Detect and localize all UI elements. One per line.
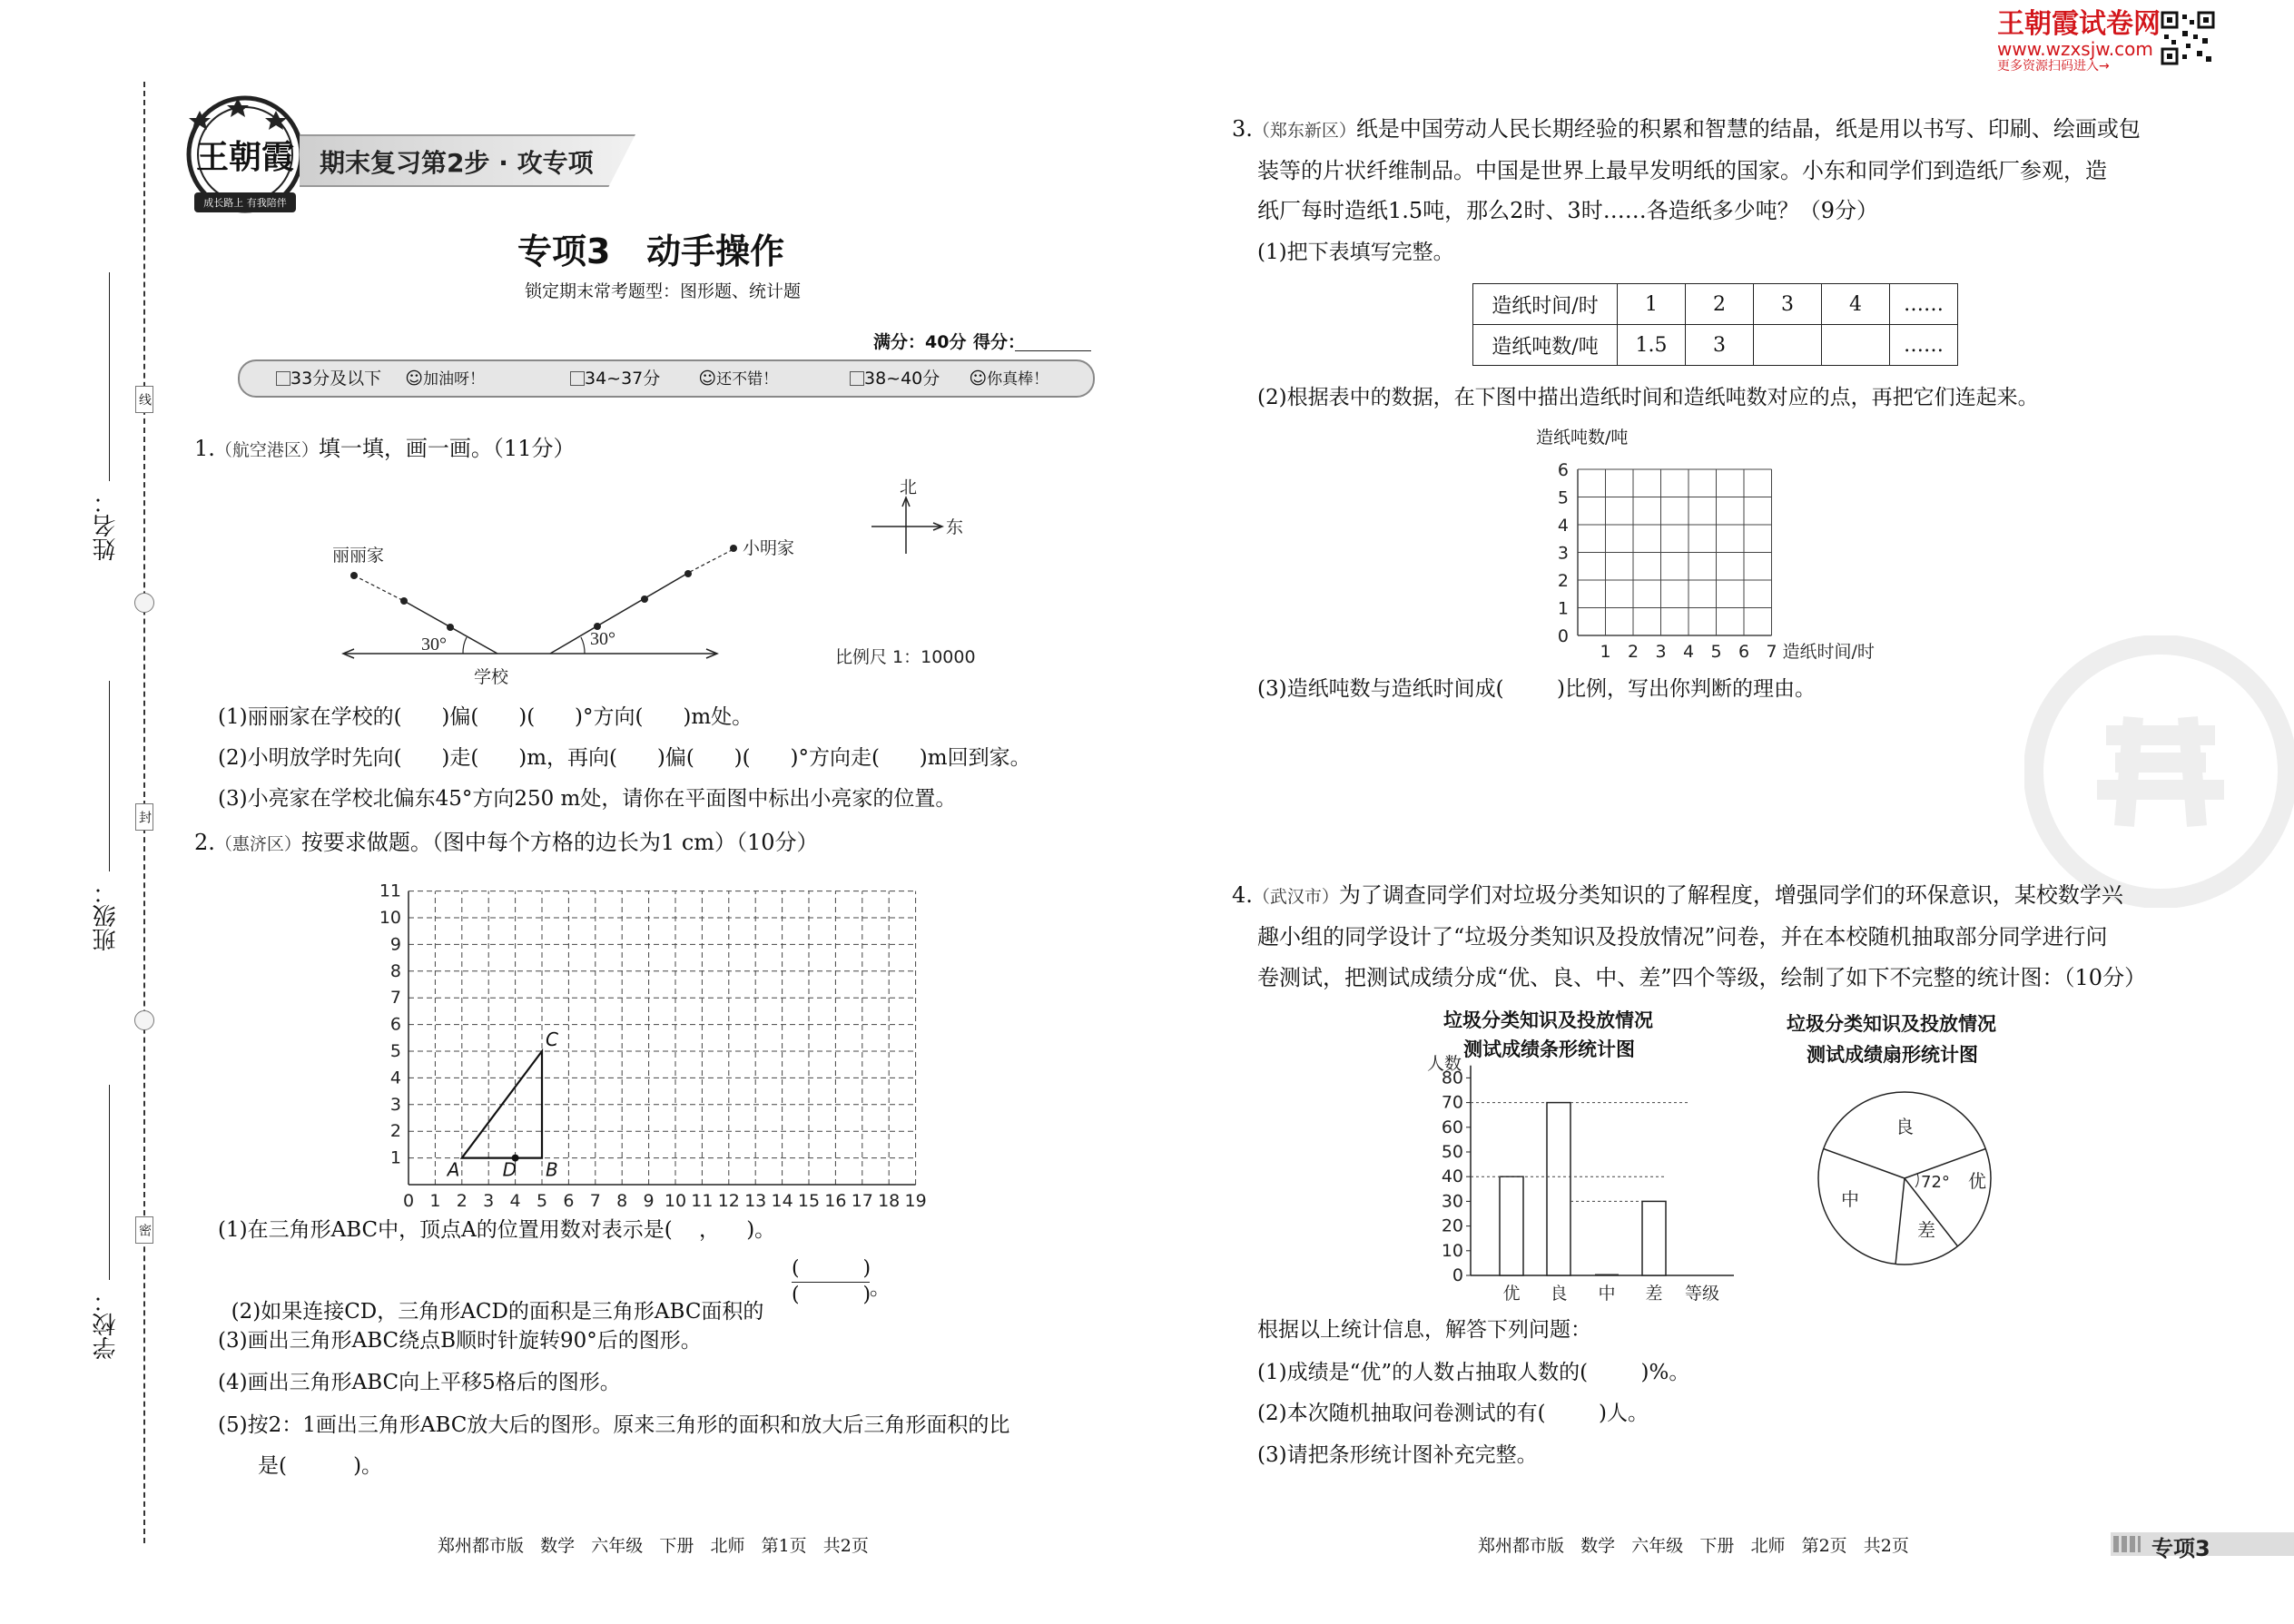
- grade-option-1[interactable]: [276, 365, 485, 389]
- y-tick-label: 9: [389, 934, 401, 955]
- q2-num: 2.: [194, 830, 215, 855]
- table-cell: 1: [1618, 284, 1686, 325]
- pie-slice-label: 优: [1968, 1170, 1986, 1192]
- point-label: A: [447, 1158, 460, 1181]
- q4-intro: 根据以上统计信息，解答下列问题：: [1257, 1318, 1591, 1342]
- x-tick-label: 优: [1502, 1284, 1521, 1304]
- bar-chart: [1416, 1053, 1743, 1307]
- q2-source: （惠济区）: [214, 834, 301, 854]
- q1-sub2: (2)小明放学时先向( )走( )m，再向( )偏( )( )°方向走( )m回到家。: [218, 746, 1031, 770]
- q3-line3: 纸厂每时造纸1.5吨，那么2时、3时……各造纸多少吨？（9分）: [1257, 198, 1878, 223]
- x-tick-label: 7: [589, 1191, 601, 1211]
- y-tick-label: 4: [1557, 516, 1569, 536]
- x-tick-label: 10: [664, 1191, 687, 1211]
- x-tick-label: 9: [643, 1191, 655, 1211]
- x-tick-label: 7: [1766, 642, 1777, 662]
- q3-line1: 纸是中国劳动人民长期经验的积累和智慧的结晶，纸是用以书写、印刷、绘画或包: [1355, 116, 2141, 142]
- y-tick-label: 11: [379, 881, 401, 901]
- q2-sub5-cont: 是( )。: [258, 1454, 383, 1478]
- y-tick-label: 60: [1441, 1117, 1463, 1137]
- point-label: B: [546, 1158, 558, 1181]
- pie-slice-label: 差: [1917, 1219, 1935, 1241]
- grade-comment-2: 还不错！: [716, 370, 779, 389]
- y-tick-label: 2: [1557, 571, 1569, 591]
- y-tick-label: 10: [1441, 1240, 1463, 1261]
- q4-sub3: (3)请把条形统计图补充完整。: [1257, 1443, 1538, 1467]
- y-tick-label: 6: [389, 1014, 401, 1035]
- y-tick-label: 6: [1557, 460, 1569, 480]
- x-tick-label: 中: [1598, 1284, 1616, 1304]
- table-head-time: 造纸时间/时: [1473, 284, 1618, 325]
- x-tick-label: 15: [797, 1191, 821, 1211]
- q4-sub1: (1)成绩是“优”的人数占抽取人数的( )%。: [1257, 1361, 1690, 1384]
- table-cell: 2: [1686, 284, 1754, 325]
- pie-chart-title-2: 测试成绩扇形统计图: [1807, 1044, 1978, 1066]
- bar: [1642, 1201, 1666, 1275]
- point-label: C: [546, 1029, 558, 1050]
- x-tick-label: 11: [691, 1191, 714, 1211]
- x-tick-label: 17: [851, 1191, 873, 1211]
- q1-source: （航空港区）: [214, 440, 319, 460]
- q2-fraction: [792, 1256, 870, 1308]
- pie-slice-label: 良: [1895, 1116, 1914, 1137]
- x-tick-label: 4: [509, 1191, 521, 1211]
- x-tick-label: 5: [1710, 642, 1722, 662]
- y-tick-label: 3: [1557, 543, 1569, 564]
- lili-home-label: 丽丽家: [332, 546, 385, 566]
- watermark-scan-hint: 更多资源扫码进入→: [1997, 59, 2110, 74]
- q4-sub2: (2)本次随机抽取问卷测试的有( )人。: [1257, 1402, 1649, 1425]
- class-field[interactable]: [109, 681, 110, 871]
- xiaoming-home-label: 小明家: [743, 538, 795, 558]
- q2-sub3: (3)画出三角形ABC绕点B顺时针旋转90°后的图形。: [218, 1329, 702, 1353]
- grade-range-2: 34~37分: [585, 369, 661, 389]
- point-label: D: [502, 1158, 517, 1181]
- q1-num: 1.: [194, 436, 215, 461]
- q2-grid: [363, 867, 944, 1212]
- grade-comment-1: 加油呀！: [423, 370, 486, 389]
- fraction-bottom: ( ): [792, 1284, 871, 1306]
- q3-grid: [1534, 454, 1915, 668]
- table-cell: 3: [1686, 325, 1754, 366]
- q1-sub3: (3)小亮家在学校北偏东45°方向250 m处，请你在平面图中标出小亮家的位置。: [218, 787, 957, 811]
- footer-tag: 专项3: [2151, 1536, 2210, 1561]
- x-tick-label: 8: [616, 1191, 628, 1211]
- bar: [1500, 1176, 1523, 1275]
- q2-fraction-end: 。: [870, 1276, 891, 1300]
- x-tick-label: 0: [402, 1191, 415, 1211]
- x-tick-label: 12: [717, 1191, 740, 1211]
- table-head-tons: 造纸吨数/吨: [1473, 325, 1618, 366]
- x-axis-label: 造纸时间/时: [1782, 642, 1875, 662]
- bar-chart-title-2: 测试成绩条形统计图: [1463, 1038, 1635, 1060]
- grade-comment-3: 你真棒！: [987, 370, 1049, 389]
- smiley-icon: ☺: [969, 369, 988, 389]
- footer-tag-dots: [2113, 1536, 2141, 1552]
- table-row: [1473, 284, 1958, 325]
- x-tick-label: 6: [563, 1191, 575, 1211]
- q3-line2: 装等的片状纤维制品。中国是世界上最早发明纸的国家。小东和同学们到造纸厂参观，造: [1257, 158, 2107, 183]
- y-tick-label: 2: [389, 1121, 401, 1142]
- x-tick-label: 1: [429, 1191, 441, 1211]
- checkbox-icon[interactable]: [276, 371, 290, 386]
- x-tick-label: 13: [744, 1191, 767, 1211]
- banner-text: 期末复习第2步 · 攻专项: [320, 148, 594, 178]
- q1-map: [327, 472, 1008, 690]
- footer-left: 郑州都市版 数学 六年级 下册 北师 第1页 共2页: [438, 1536, 869, 1556]
- q3-source: （郑东新区）: [1252, 121, 1356, 141]
- logo-ribbon: 成长路上 有我陪伴: [203, 197, 287, 209]
- seal-char-seal: 封: [135, 803, 153, 831]
- table-cell: 4: [1822, 284, 1890, 325]
- y-tick-label: 0: [1557, 626, 1569, 646]
- school-field[interactable]: [109, 1085, 110, 1280]
- watermark-url: www.wzxsjw.com: [1997, 38, 2153, 60]
- seal-watermark-icon: [2024, 635, 2294, 908]
- x-tick-label: 差: [1645, 1284, 1663, 1304]
- x-tick-label: 3: [483, 1191, 495, 1211]
- y-tick-label: 5: [389, 1041, 401, 1061]
- pie-slice-label: 中: [1841, 1188, 1859, 1210]
- angle-left-label: 30°: [421, 635, 447, 655]
- y-tick-label: 1: [389, 1147, 401, 1168]
- q2-sub2-text: (2)如果连接CD，三角形ACD的面积是三角形ABC面积的: [231, 1300, 764, 1324]
- q2-sub4: (4)画出三角形ABC向上平移5格后的图形。: [218, 1371, 621, 1394]
- angle-right-label: 30°: [590, 629, 615, 649]
- pie-chart-title-1: 垃圾分类知识及投放情况: [1787, 1013, 1996, 1035]
- y-tick-label: 3: [389, 1094, 401, 1115]
- checkbox-icon[interactable]: [850, 371, 864, 386]
- fraction-top: ( ): [792, 1257, 871, 1280]
- north-label: 北: [900, 477, 918, 497]
- table-cell: 3: [1754, 284, 1822, 325]
- score-full: 满分：40分: [873, 332, 967, 352]
- smiley-icon: ☺: [698, 369, 717, 389]
- school-label: 学校：: [93, 1289, 120, 1360]
- q2-stem: [194, 828, 819, 859]
- page-subtitle: 锁定期末常考题型：图形题、统计题: [525, 281, 802, 301]
- q2-sub1: (1)在三角形ABC中，顶点A的位置用数对表示是( ， )。: [218, 1218, 776, 1242]
- bar: [1547, 1103, 1570, 1275]
- name-field[interactable]: [109, 272, 110, 481]
- y-axis-label: 人数: [1427, 1053, 1462, 1074]
- q3-sub2: (2)根据表中的数据，在下图中描出造纸时间和造纸吨数对应的点，再把它们连起来。: [1257, 386, 2039, 409]
- table-input-cell[interactable]: [1822, 325, 1890, 366]
- x-tick-label: 良: [1550, 1284, 1568, 1304]
- x-tick-label: 2: [456, 1191, 468, 1211]
- q4-line3: 卷测试，把测试成绩分成“优、良、中、差”四个等级，绘制了如下不完整的统计图：（10分）: [1257, 965, 2147, 990]
- y-tick-label: 20: [1441, 1216, 1463, 1236]
- grade-option-2[interactable]: [570, 365, 778, 389]
- q1-stem: [194, 434, 575, 465]
- table-row: [1473, 325, 1958, 366]
- footer-right: 郑州都市版 数学 六年级 下册 北师 第2页 共2页: [1478, 1536, 1909, 1556]
- x-tick-label: 19: [904, 1191, 927, 1211]
- x-tick-label: 18: [878, 1191, 901, 1211]
- bar-chart-title-1: 垃圾分类知识及投放情况: [1443, 1009, 1653, 1031]
- table-cell: ……: [1890, 284, 1958, 325]
- grade-range-3: 38~40分: [864, 369, 940, 389]
- east-label: 东: [946, 517, 964, 537]
- q2-sub2: [218, 1271, 763, 1325]
- y-tick-label: 4: [389, 1068, 401, 1088]
- x-tick-label: 16: [824, 1191, 847, 1211]
- q2-text: 按要求做题。（图中每个方格的边长为1 cm）（10分）: [300, 830, 819, 855]
- x-tick-label: 6: [1738, 642, 1750, 662]
- q4-source: （武汉市）: [1252, 887, 1339, 907]
- score-get-label: 得分：: [973, 332, 1026, 352]
- seal-char-secret: 密: [135, 1216, 153, 1244]
- y-tick-label: 10: [379, 908, 401, 928]
- qr-code-icon: [2161, 11, 2215, 65]
- grade-option-3[interactable]: [850, 365, 1049, 389]
- seal-char-line: 线: [135, 386, 153, 413]
- q2-sub5: (5)按2：1画出三角形ABC放大后的图形。原来三角形的面积和放大后三角形面积的比: [218, 1413, 1010, 1437]
- q1-text: 填一填，画一画。（11分）: [318, 436, 576, 461]
- x-tick-label: 3: [1655, 642, 1667, 662]
- q3-num: 3.: [1232, 116, 1253, 142]
- y-tick-label: 70: [1441, 1092, 1463, 1113]
- table-input-cell[interactable]: [1754, 325, 1822, 366]
- x-tick-label: 1: [1600, 642, 1611, 662]
- checkbox-icon[interactable]: [570, 371, 585, 386]
- school-label: 学校: [474, 667, 509, 687]
- y-tick-label: 40: [1441, 1166, 1463, 1187]
- q3-table: [1472, 283, 1958, 366]
- x-tick-label: 5: [536, 1191, 548, 1211]
- smiley-icon: ☺: [405, 369, 424, 389]
- y-tick-label: 50: [1441, 1142, 1463, 1162]
- q4-line1: 为了调查同学们对垃圾分类知识的了解程度，增强同学们的环保意识，某校数学兴: [1338, 882, 2123, 908]
- q3-sub3: (3)造纸吨数与造纸时间成( )比例，写出你判断的理由。: [1257, 677, 1816, 701]
- y-tick-label: 5: [1557, 487, 1569, 508]
- y-tick-label: 30: [1441, 1191, 1463, 1212]
- table-cell: ……: [1890, 325, 1958, 366]
- binding-circle-2: [134, 1010, 154, 1030]
- q3-sub1: (1)把下表填写完整。: [1257, 241, 1454, 264]
- y-tick-label: 80: [1441, 1068, 1463, 1088]
- logo-text: 王朝霞: [195, 138, 294, 176]
- grade-range-1: 33分及以下: [290, 369, 382, 389]
- q4-line2: 趣小组的同学设计了“垃圾分类知识及投放情况”问卷，并在本校随机抽取部分同学进行问: [1257, 924, 2108, 950]
- page-title: 专项3 动手操作: [517, 231, 785, 271]
- watermark-brand: 王朝霞试卷网: [1997, 8, 2161, 40]
- name-label: 姓名：: [93, 490, 120, 561]
- y-tick-label: 0: [1452, 1265, 1463, 1285]
- score-field[interactable]: [1015, 350, 1091, 351]
- x-axis-label: 等级: [1685, 1284, 1720, 1304]
- q1-sub1: (1)丽丽家在学校的( )偏( )( )°方向( )m处。: [218, 705, 753, 729]
- y-tick-label: 7: [389, 988, 401, 1009]
- pie-chart: [1807, 1089, 2006, 1289]
- x-tick-label: 14: [771, 1191, 793, 1211]
- x-tick-label: 2: [1627, 642, 1639, 662]
- pie-angle-label: 72°: [1921, 1173, 1950, 1192]
- x-tick-label: 4: [1682, 642, 1695, 662]
- table-cell: 1.5: [1618, 325, 1686, 366]
- q3-chart-ylabel: 造纸吨数/吨: [1536, 428, 1629, 448]
- q4-num: 4.: [1232, 882, 1253, 908]
- scale-label: 比例尺 1：10000: [835, 647, 976, 667]
- class-label: 班级：: [93, 881, 120, 951]
- y-tick-label: 1: [1557, 598, 1569, 619]
- y-tick-label: 8: [389, 960, 401, 981]
- q3-stem: [1232, 114, 2141, 145]
- q4-stem: [1232, 881, 2123, 911]
- binding-circle-1: [134, 593, 154, 613]
